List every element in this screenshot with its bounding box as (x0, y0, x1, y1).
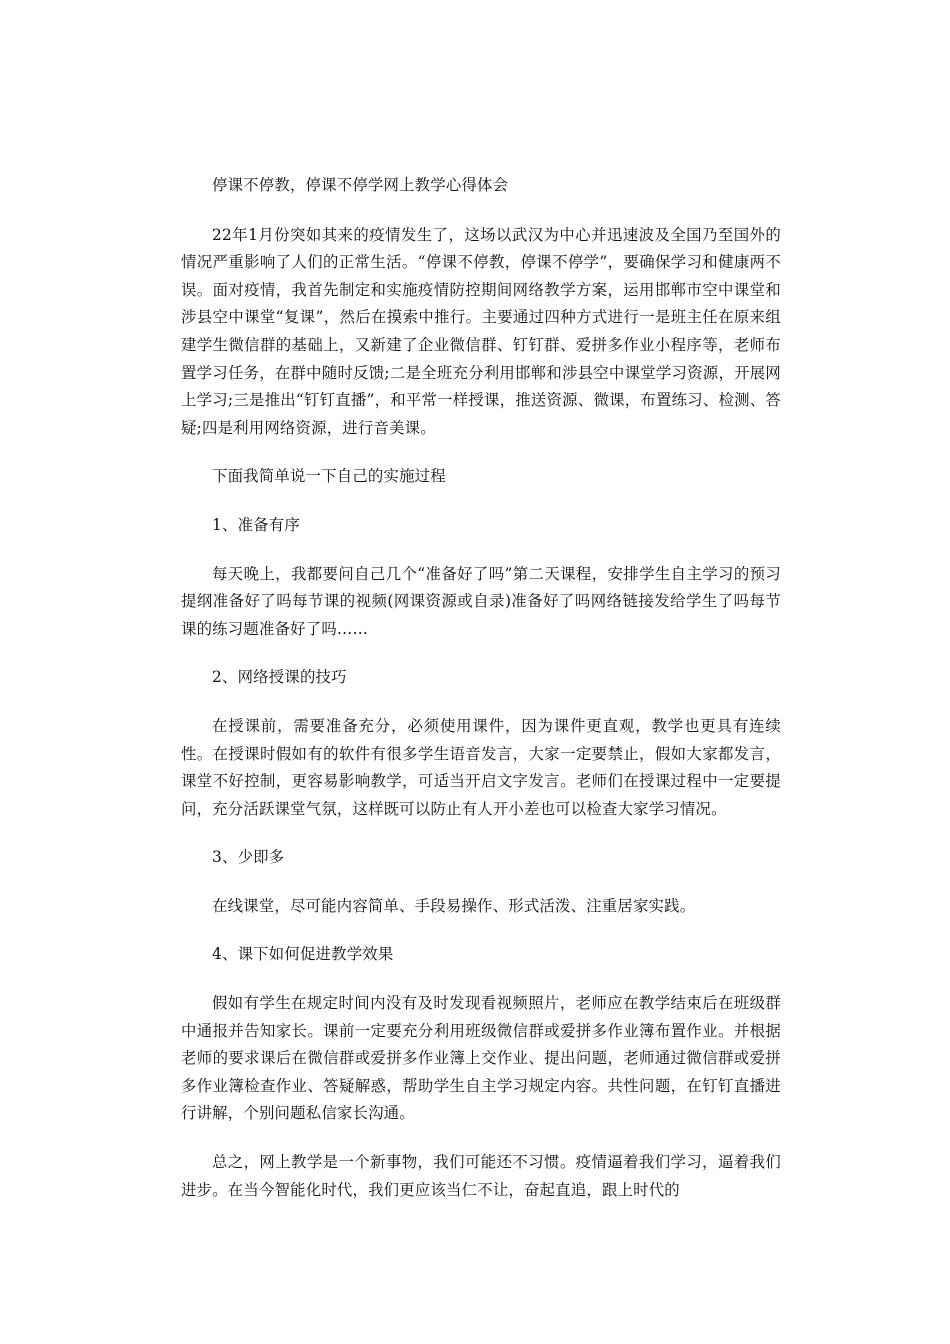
paragraph-after-class: 假如有学生在规定时间内没有及时发现看视频照片，老师应在教学结束后在班级群中通报并告知家长。课前一定要充分利用班级微信群或爱拼多作业簿布置作业。并根据老师的要求课后在微信群或爱拼多作业簿上交作业、提出问题，老师通过微信群或爱拼多作业簿检查作业、答疑解惑，帮助学生自主学习规定内容。共性问题，在钉钉直播进行讲解，个别问题私信家长沟通。 (181, 994, 781, 1123)
section-heading-1: 1、准备有序 (212, 515, 300, 534)
document-title: 停课不停教，停课不停学网上教学心得体会 (212, 176, 509, 194)
paragraph-intro: 22年1月份突如其来的疫情发生了，这场以武汉为中心并迅速波及全国乃至国外的情况严重影响了人们的正常生活。“停课不停教，停课不停学”，要确保学习和健康两不误。面对疫情，我首先制定和实施疫情防控期间网络教学方案，运用邯郸市空中课堂和涉县空中课堂“复课”，然后在摸索中推行。主要通过四种方式进行一是班主任在原来组建学生微信群的基础上，又新建了企业微信群、钉钉群、爱拼多作业小程序等，老师布置学习任务，在群中随时反馈;二是全班充分利用邯郸和涉县空中课堂学习资源，开展网上学习;三是推出“钉钉直播”，和平常一样授课，推送资源、微课，布置练习、检测、答疑;四是利用网络资源，进行音美课。 (181, 225, 781, 437)
section-heading-4: 4、课下如何促进教学效果 (212, 945, 394, 964)
section-heading-3: 3、少即多 (212, 848, 285, 867)
paragraph-less-is-more: 在线课堂，尽可能内容简单、手段易操作、形式活泼、注重居家实践。 (212, 896, 696, 915)
paragraph-preparation: 每天晚上，我都要问自己几个“准备好了吗”第二天课程，安排学生自主学习的预习提纲准备好了吗每节课的视频(网课资源或自录)准备好了吗网络链接发给学生了吗每节课的练习题准备好了吗…… (181, 564, 781, 638)
paragraph-teaching-skills: 在授课前，需要准备充分，必须使用课件，因为课件更直观，教学也更具有连续性。在授课时假如有的软件有很多学生语音发言，大家一定要禁止，假如大家都发言，课堂不好控制，更容易影响教学，可适当开启文字发言。老师们在授课过程中一定要提问，充分活跃课堂气氛，这样既可以防止有人开小差也可以检查大家学习情况。 (181, 716, 781, 818)
section-heading-2: 2、网络授课的技巧 (212, 668, 347, 687)
document-body (181, 172, 781, 1225)
paragraph-conclusion: 总之，网上教学是一个新事物，我们可能还不习惯。疫情逼着我们学习，逼着我们进步。在当今智能化时代，我们更应该当仁不让，奋起直追，跟上时代的 (181, 1153, 781, 1199)
paragraph-process-intro: 下面我简单说一下自己的实施过程 (212, 467, 446, 486)
